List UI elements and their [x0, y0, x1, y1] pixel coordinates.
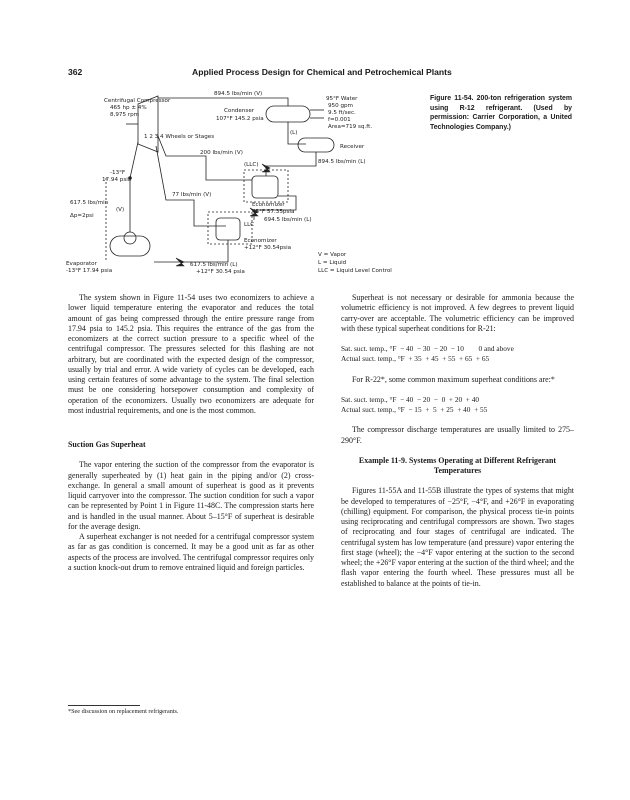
label-legend-v: V = Vapor — [318, 252, 347, 258]
suction-line — [130, 142, 138, 232]
label-suction-psia: 17.94 psia — [102, 177, 132, 183]
page-number: 362 — [68, 67, 83, 77]
label-compressor-hp: 465 hp ± 4% — [110, 105, 147, 111]
discharge-line — [158, 98, 288, 106]
evaporator-head — [124, 232, 136, 244]
receiver-liquid-line — [266, 152, 316, 176]
receiver-shell — [298, 138, 334, 152]
right-column — [341, 293, 574, 589]
paragraph: A superheat exchanger is not needed for a centrifugal compressor system as far as gas condition is concerned. It may be a good unit as far as other aspects of the process are involved. The centrifugal compressor requires only a suction knock-out drum to remove entrained liquid and foreign particles. — [68, 532, 314, 572]
label-flow-617-v: (V) — [116, 207, 125, 213]
label-top-flow: 894.5 lbs/min (V) — [214, 91, 263, 97]
label-llc-1: (LLC) — [244, 162, 259, 168]
label-flow-evap-cond: +12°F 30.54 psia — [196, 269, 245, 275]
label-flow-receiver: 894.5 lbs/min (L) — [318, 159, 366, 165]
label-receiver: Receiver — [340, 144, 365, 150]
label-legend-l: L = Liquid — [318, 260, 347, 266]
paragraph: Figures 11-55A and 11-55B illustrate the types of systems that might be developed to temperatures of −25°F, −4°F, and +26°F in evaporating (chilling) equipment. For comparison, the physical process tie-in points using reciprocating and centrifugal compressors are shown. Two stages of reciprocating and four stages of centrifugal are indicated. The centrifugal system has low temperature (and pressure) vapor entering the first stage (wheel); the −4°F vapor entering at the suction to the second wheel; the +26°F vapor entering at the suction of the third wheel; and the flash vapor entering the fourth wheel. These pressures must all be established to balance at the points of tie-in. — [341, 486, 574, 588]
label-evap-title: Evaporator — [66, 261, 97, 267]
paragraph: The system shown in Figure 11-54 uses two economizers to achieve a lower liquid temperature entering the evaporator and reduces the total amount of gas being compressed through the entire pressure range from 17.94 psia to 145.2 psia. This requires the entrance of the gas from the economizers at the correct suction pressure to a specific wheel of the centrifugal compressor. The pressures selected for this flashing are not arbitrary, but are coordinated with the expected design of the compressor, usually by trial and error. A wide variety of cycles can be developed, each using certain features of some advantage to the system. The final selection must be one considering horsepower consumption and complexity of operation of the economizers. Usually two economizers are adequate for most industrial requirements, and one is the most common. — [68, 293, 314, 415]
label-econ2-title: Economizer — [244, 238, 277, 244]
label-condenser-title: Condenser — [224, 108, 255, 114]
footnote-rule — [68, 705, 140, 706]
paragraph: For R-22*, some common maximum superheat conditions are:* — [352, 374, 555, 384]
label-flow-617: 617.5 lbs/min — [70, 200, 109, 206]
label-water-temp: 95°F Water — [326, 96, 358, 102]
superheat-table-2-row-1: Sat. suct. temp., °F − 40 − 20 − 0 + 20 + 40 — [341, 394, 480, 404]
label-flow-77: 77 lbs/min (V) — [172, 192, 212, 198]
label-llc-2: LLC — [244, 222, 255, 228]
economizer-2-shell — [216, 218, 240, 240]
label-legend-llc: LLC = Liquid Level Control — [318, 268, 392, 274]
label-water-area: Area=719 sq.ft. — [328, 124, 373, 130]
label-condenser-cond: 107°F 145.2 psia — [216, 116, 264, 122]
label-wheels: 1 2 3 4 Wheels or Stages — [144, 134, 215, 140]
label-water-vel: 9.5 ft/sec. — [328, 110, 356, 116]
label-econ1-title: Economizer — [252, 202, 285, 208]
label-compressor-title: Centrifugal Compressor — [104, 98, 171, 104]
label-water-fouling: f=0.001 — [328, 117, 351, 123]
section-heading: Suction Gas Superheat — [68, 440, 146, 449]
condenser-shell — [266, 106, 310, 122]
label-evap-cond: -13°F 17.94 psia — [66, 268, 113, 274]
label-econ2-cond: +12°F 30.54psia — [244, 245, 292, 251]
econ1-vapor-line — [158, 136, 252, 180]
label-dp: Δp=2psi — [70, 213, 94, 219]
example-heading: Example 11-9. Systems Operating at Different Refrigerant Temperatures — [358, 455, 557, 475]
economizer-1-shell — [252, 176, 278, 198]
superheat-table-1-row-2: Actual suct. temp., °F + 35 + 45 + 55 + 65 + 65 — [341, 354, 490, 364]
label-flow-6945: 694.5 lbs/min (L) — [264, 217, 312, 223]
label-econ1-cond: 45°F 57.35psia — [252, 209, 295, 215]
econ2-vapor-line — [156, 146, 226, 226]
paragraph: Superheat is not necessary or desirable for ammonia because the volumetric efficiency is not improved. A few degrees to prevent liquid carry-over are acceptable. The volumetric efficiency can be improved with these typical superheat conditions for R-21: — [341, 293, 574, 333]
superheat-table-1-row-1: Sat. suct. temp., °F − 40 − 30 − 20 − 10 0 and above — [341, 344, 514, 353]
refrigeration-system-diagram — [66, 86, 426, 282]
label-compressor-rpm: 8,975 rpm — [110, 112, 140, 118]
valve-1 — [262, 164, 270, 172]
econ2-liquid-line — [154, 240, 228, 262]
superheat-table-2-row-2: Actual suct. temp., °F − 15 + 5 + 25 + 40 + 55 — [341, 405, 488, 414]
label-water-gpm: 950 gpm — [328, 103, 354, 109]
evaporator-shell — [110, 236, 150, 256]
label-flow-6175-l: 617.5 lbs/min (L) — [190, 262, 238, 268]
paragraph: The vapor entering the suction of the compressor from the evaporator is generally superheated by (1) heat gain in the piping and/or (2) cross-exchange. In general a small amount of superheat is good as it prevents liquid carryover into the compressor. The suction condition for such a vapor can be represented by Point 1 in Figure 11-48C. The compression starts here and is handled in the usual manner. About 5–15°F of superheat is desirable for the average design. — [68, 460, 314, 531]
left-column — [68, 293, 314, 573]
label-cond-liquid: (L) — [290, 130, 298, 136]
figure-caption: Figure 11-54. 200-ton refrigeration system using R-12 refrigerant. (Used by permission: Carrier Corporation, a United Technologies Company.) — [430, 95, 572, 131]
label-flow-200: 200 lbs/min (V) — [200, 150, 243, 156]
footnote: *See discussion on replacement refrigerants. — [68, 708, 179, 715]
label-suction-temp: -13°F — [110, 170, 126, 176]
paragraph: The compressor discharge temperatures are usually limited to 275–290°F. — [341, 425, 574, 445]
running-title: Applied Process Design for Chemical and Petrochemical Plants — [192, 67, 452, 77]
